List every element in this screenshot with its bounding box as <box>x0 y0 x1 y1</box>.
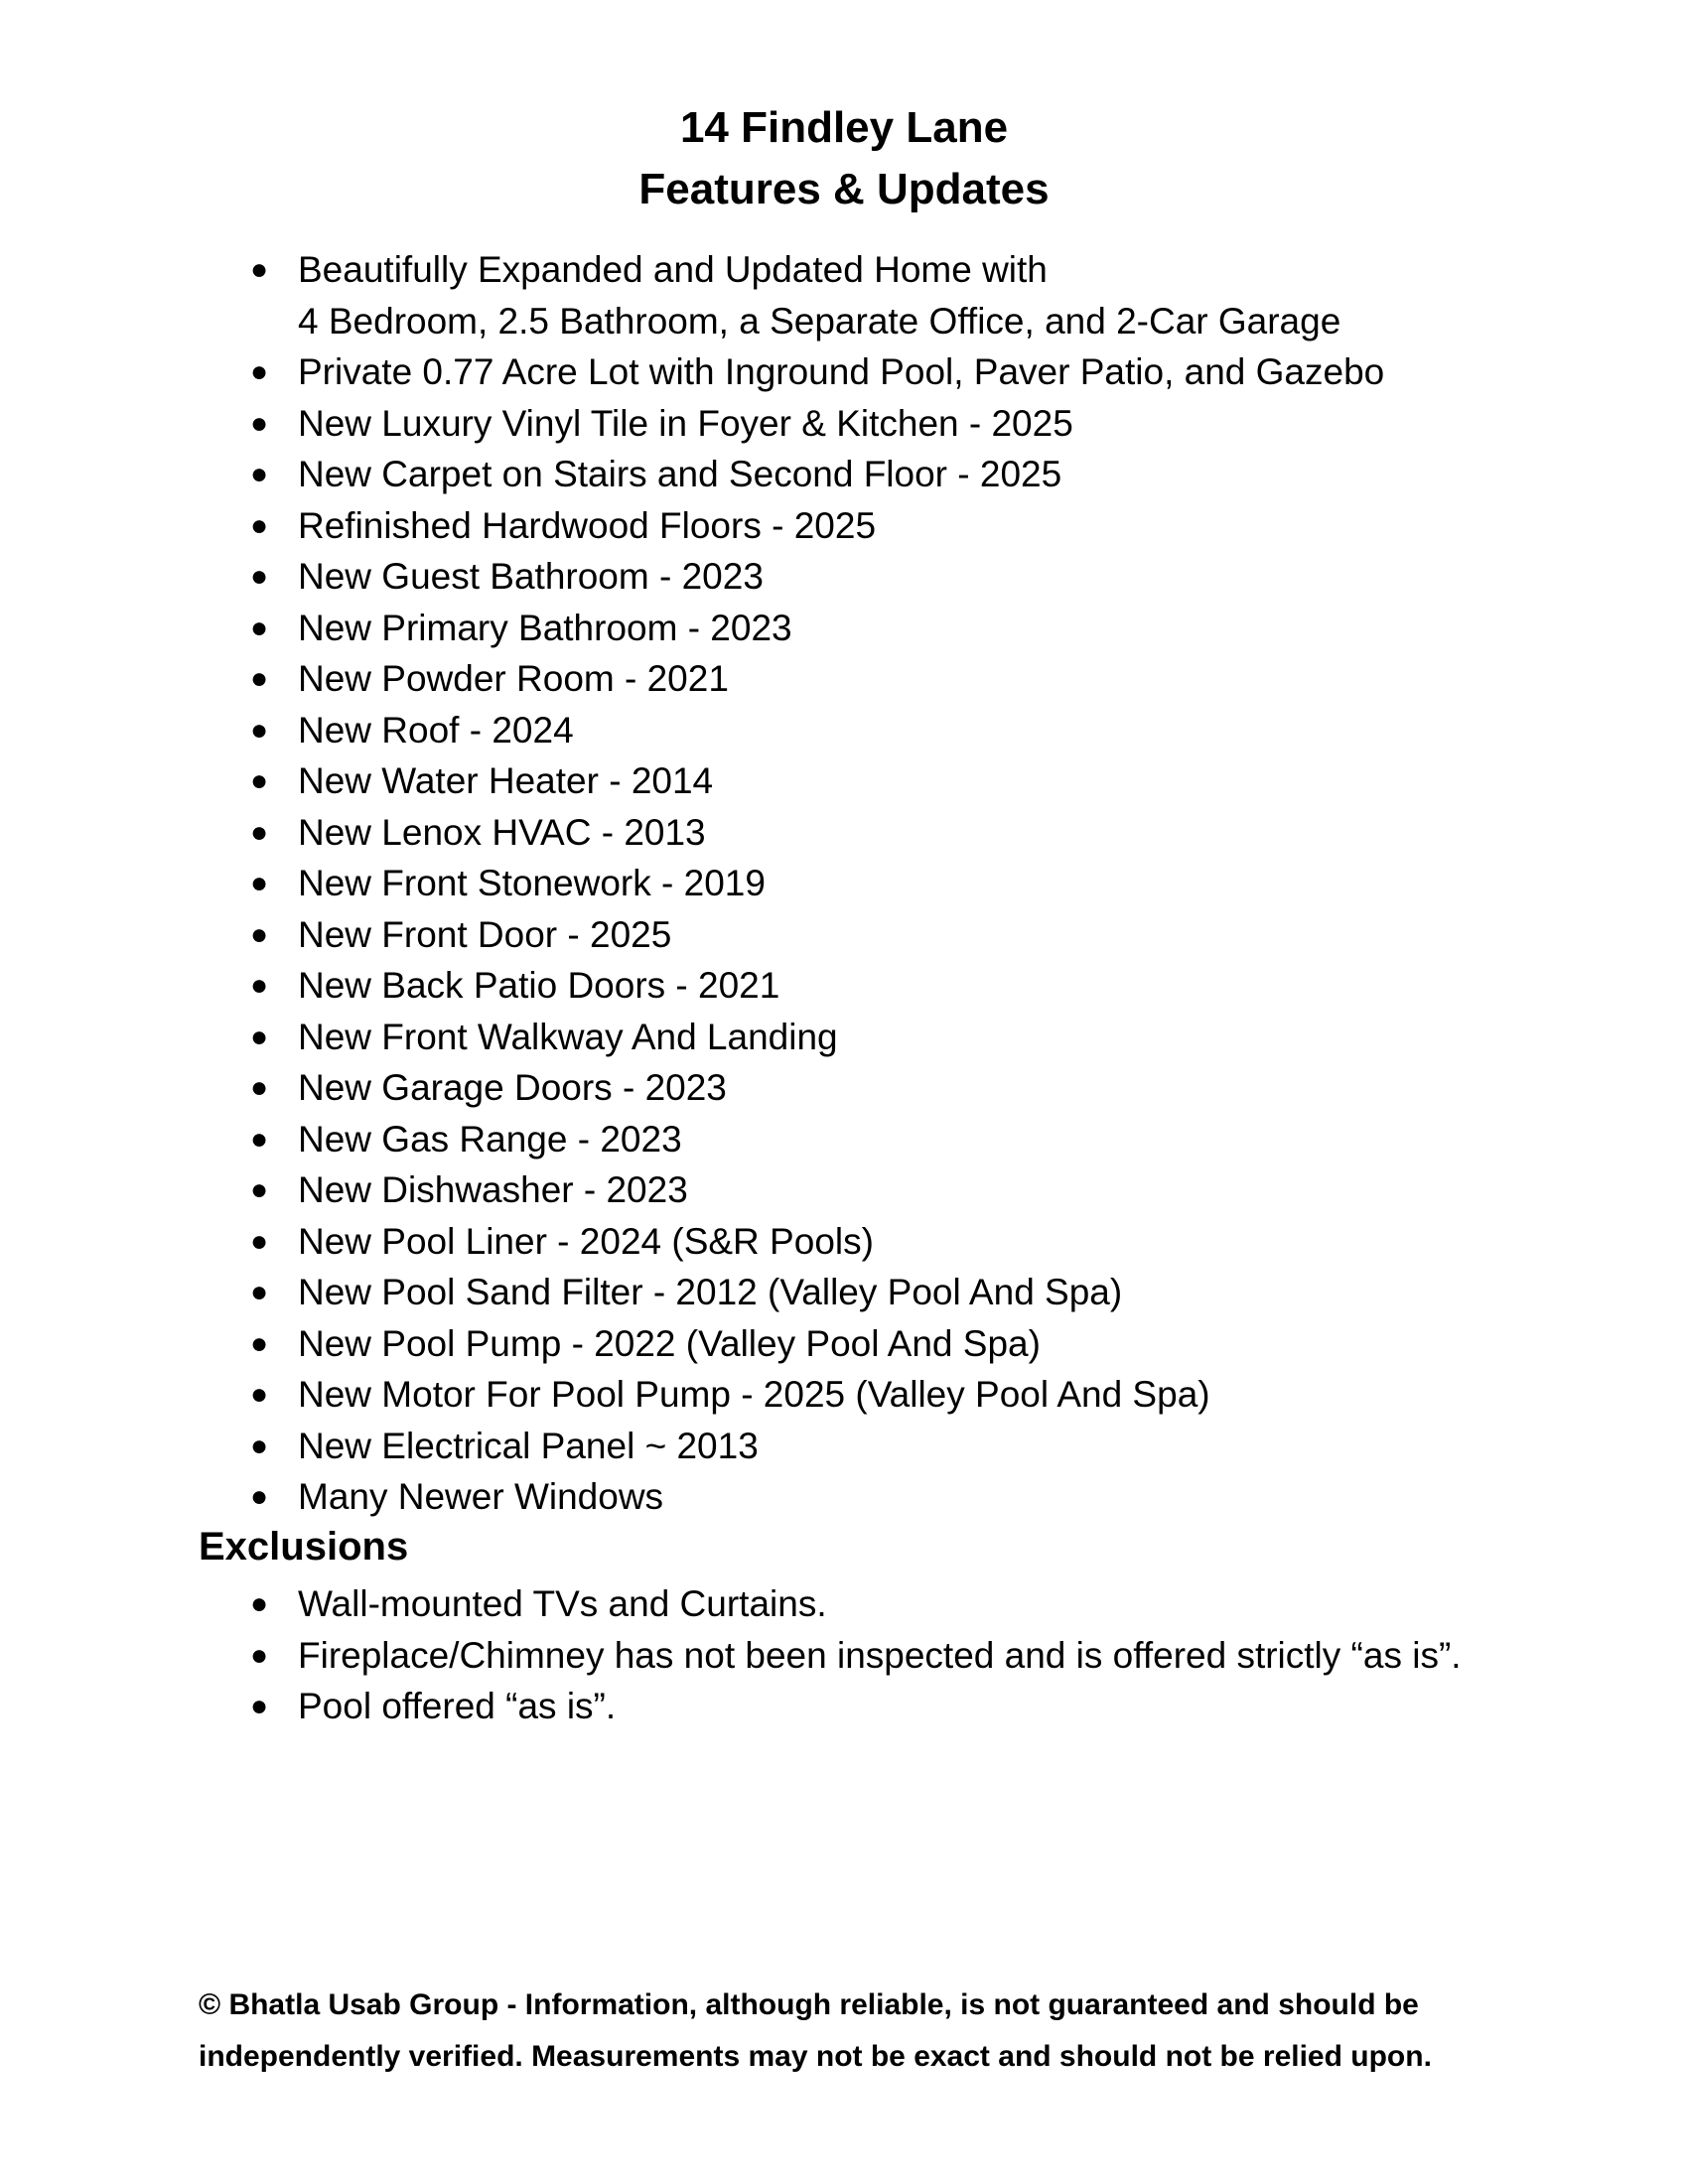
bullet-icon: ● <box>250 508 269 542</box>
list-item <box>199 755 1489 807</box>
bullet-icon: ● <box>250 406 269 440</box>
list-item <box>199 1318 1489 1370</box>
bullet-icon: ● <box>250 1326 269 1360</box>
feature-text: New Dishwasher - 2023 <box>298 1169 688 1210</box>
feature-text: New Back Patio Doors - 2021 <box>298 965 780 1006</box>
feature-text: Beautifully Expanded and Updated Home with <box>298 249 1048 290</box>
exclusion-text: Fireplace/Chimney has not been inspected and is offered strictly “as is”. <box>298 1634 1462 1676</box>
list-item <box>199 1216 1489 1268</box>
list-item <box>199 398 1489 450</box>
feature-text: New Garage Doors - 2023 <box>298 1067 727 1108</box>
feature-text: New Pool Sand Filter - 2012 (Valley Pool And Spa) <box>298 1272 1123 1312</box>
list-item <box>199 1369 1489 1421</box>
bullet-icon: ● <box>250 1173 269 1206</box>
list-item <box>199 1471 1489 1523</box>
feature-text: New Roof - 2024 <box>298 709 574 751</box>
feature-text: Refinished Hardwood Floors - 2025 <box>298 504 877 546</box>
bullet-icon: ● <box>250 611 269 644</box>
disclaimer-footer: © Bhatla Usab Group - Information, although reliable, is not guaranteed and should be independently verified. Measurements may not be exact and should not be relied upon. <box>199 1988 1432 2073</box>
list-item <box>199 1267 1489 1318</box>
list-item <box>199 653 1489 705</box>
list-item <box>199 500 1489 552</box>
feature-text: New Guest Bathroom - 2023 <box>298 556 764 597</box>
bullet-icon: ● <box>250 1071 269 1104</box>
feature-text: New Motor For Pool Pump - 2025 (Valley Pool And Spa) <box>298 1374 1210 1415</box>
list-item <box>199 705 1489 756</box>
bullet-icon: ● <box>250 713 269 747</box>
feature-text: New Water Heater - 2014 <box>298 760 714 801</box>
bullet-icon: ● <box>250 815 269 849</box>
list-item <box>199 1012 1489 1063</box>
bullet-icon: ● <box>250 1276 269 1308</box>
bullet-icon: ● <box>250 764 269 797</box>
document-title <box>0 97 1688 220</box>
bullet-icon: ● <box>250 458 269 490</box>
feature-text: Many Newer Windows <box>298 1476 664 1517</box>
feature-text-continued: 4 Bedroom, 2.5 Bathroom, a Separate Office, and 2-Car Garage <box>298 300 1341 341</box>
title-subtitle: Features & Updates <box>638 165 1050 213</box>
feature-text: New Carpet on Stairs and Second Floor - 2025 <box>298 454 1062 494</box>
bullet-icon: ● <box>250 1224 269 1258</box>
bullet-icon: ● <box>250 1122 269 1156</box>
bullet-icon: ● <box>250 1587 269 1620</box>
feature-text: New Front Stonework - 2019 <box>298 863 766 903</box>
list-item <box>199 1630 1489 1682</box>
bullet-icon: ● <box>250 1638 269 1672</box>
exclusions-heading: Exclusions <box>199 1525 409 1569</box>
list-item <box>199 960 1489 1012</box>
exclusions-list <box>199 1578 1489 1732</box>
bullet-icon: ● <box>250 1378 269 1411</box>
list-item <box>199 244 1489 346</box>
feature-text: New Primary Bathroom - 2023 <box>298 607 792 648</box>
features-list <box>199 244 1489 1523</box>
list-item <box>199 449 1489 500</box>
list-item <box>199 1681 1489 1732</box>
bullet-icon: ● <box>250 355 269 388</box>
feature-text: New Pool Pump - 2022 (Valley Pool And Spa) <box>298 1322 1041 1364</box>
list-item <box>199 603 1489 654</box>
exclusion-text: Wall-mounted TVs and Curtains. <box>298 1583 827 1624</box>
bullet-icon: ● <box>250 917 269 951</box>
list-item <box>199 858 1489 909</box>
exclusion-text: Pool offered “as is”. <box>298 1686 617 1726</box>
feature-text: New Front Walkway And Landing <box>298 1016 838 1057</box>
bullet-icon: ● <box>250 560 269 593</box>
feature-text: Private 0.77 Acre Lot with Inground Pool, Paver Patio, and Gazebo <box>298 351 1385 392</box>
list-item <box>199 1062 1489 1114</box>
feature-text: New Front Door - 2025 <box>298 913 672 955</box>
feature-text: New Pool Liner - 2024 (S&R Pools) <box>298 1220 874 1262</box>
bullet-icon: ● <box>250 1690 269 1722</box>
list-item <box>199 807 1489 859</box>
bullet-icon: ● <box>250 867 269 899</box>
bullet-icon: ● <box>250 253 269 286</box>
feature-text: New Electrical Panel ~ 2013 <box>298 1425 759 1466</box>
feature-text: New Lenox HVAC - 2013 <box>298 811 706 853</box>
feature-text: New Powder Room - 2021 <box>298 658 729 699</box>
list-item <box>199 1421 1489 1472</box>
feature-text: New Luxury Vinyl Tile in Foyer & Kitchen - 2025 <box>298 402 1073 444</box>
title-address: 14 Findley Lane <box>679 103 1009 152</box>
list-item <box>199 1114 1489 1165</box>
feature-text: New Gas Range - 2023 <box>298 1118 682 1160</box>
list-item <box>199 346 1489 398</box>
bullet-icon: ● <box>250 969 269 1002</box>
list-item <box>199 1164 1489 1216</box>
list-item <box>199 909 1489 961</box>
bullet-icon: ● <box>250 1429 269 1462</box>
list-item <box>199 551 1489 603</box>
list-item <box>199 1578 1489 1630</box>
bullet-icon: ● <box>250 662 269 695</box>
bullet-icon: ● <box>250 1020 269 1053</box>
bullet-icon: ● <box>250 1480 269 1513</box>
